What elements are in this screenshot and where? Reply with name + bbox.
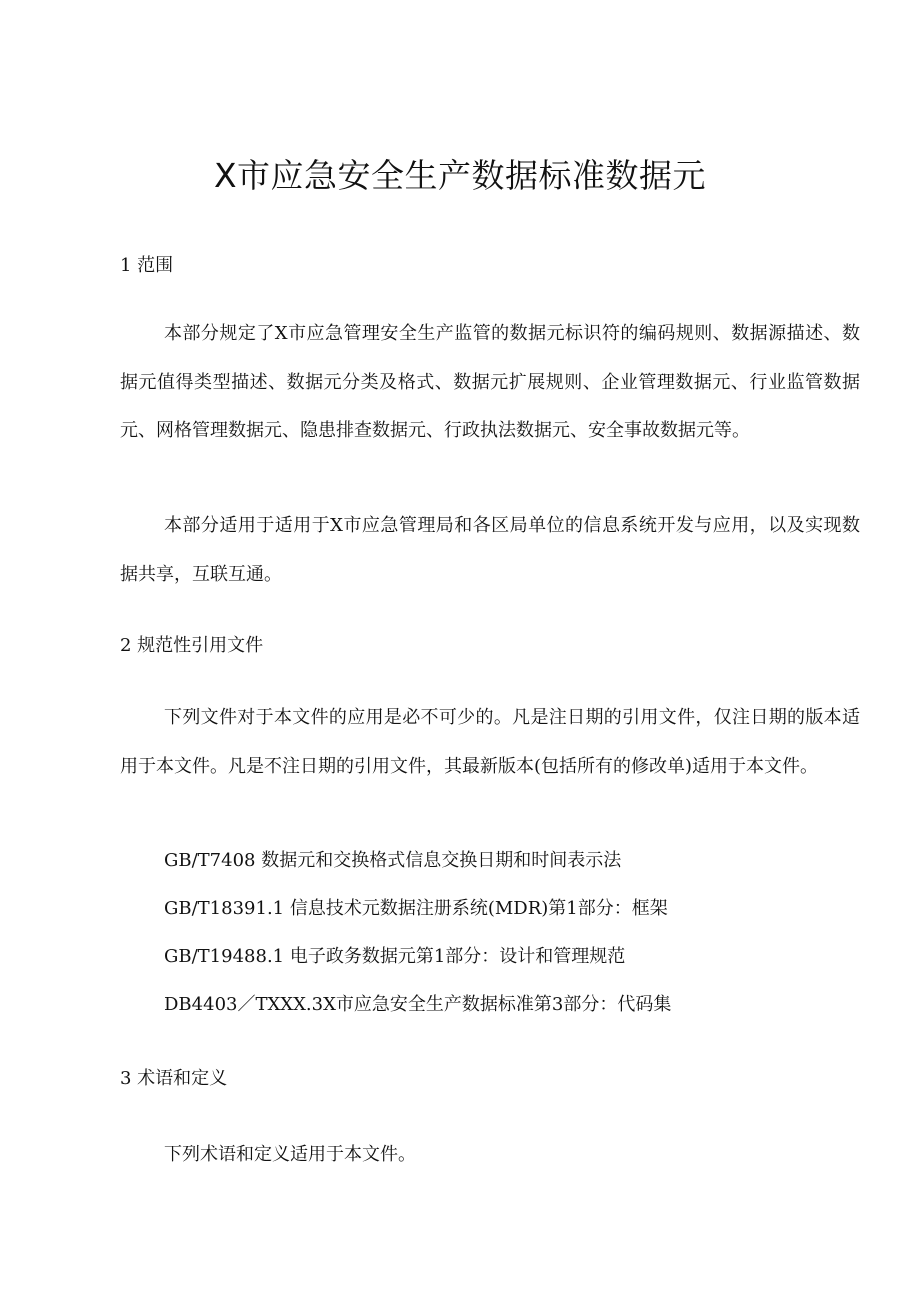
references-intro-paragraph: 下列文件对于本文件的应用是必不可少的。凡是注日期的引用文件，仅注日期的版本适用于本文件。凡是不注日期的引用文件，其最新版本(包括所有的修改单)适用于本文件。 [120, 707, 860, 777]
reference-item: GB/T7408 数据元和交换格式信息交换日期和时间表示法 [164, 850, 622, 871]
section-heading-terms-definitions: 3 术语和定义 [120, 1068, 228, 1089]
terms-intro-paragraph: 下列术语和定义适用于本文件。 [164, 1144, 416, 1165]
document-title: X市应急安全生产数据标准数据元 [213, 156, 707, 195]
reference-item: GB/T18391.1 信息技术元数据注册系统(MDR)第1部分：框架 [164, 898, 668, 919]
scope-paragraph-2: 本部分适用于适用于X市应急管理局和各区局单位的信息系统开发与应用，以及实现数据共享，互联互通。 [120, 515, 860, 585]
scope-paragraph-1: 本部分规定了X市应急管理安全生产监管的数据元标识符的编码规则、数据源描述、数据元值得类型描述、数据元分类及格式、数据元扩展规则、企业管理数据元、行业监管数据元、网格管理数据元、隐患排查数据元、行政执法数据元、安全事故数据元等。 [120, 323, 860, 441]
section-heading-normative-references: 2 规范性引用文件 [120, 635, 264, 656]
reference-item: DB4403／TXXX.3X市应急安全生产数据标准第3部分：代码集 [164, 994, 672, 1015]
reference-item: GB/T19488.1 电子政务数据元第1部分：设计和管理规范 [164, 946, 626, 967]
section-heading-scope: 1 范围 [120, 255, 174, 276]
